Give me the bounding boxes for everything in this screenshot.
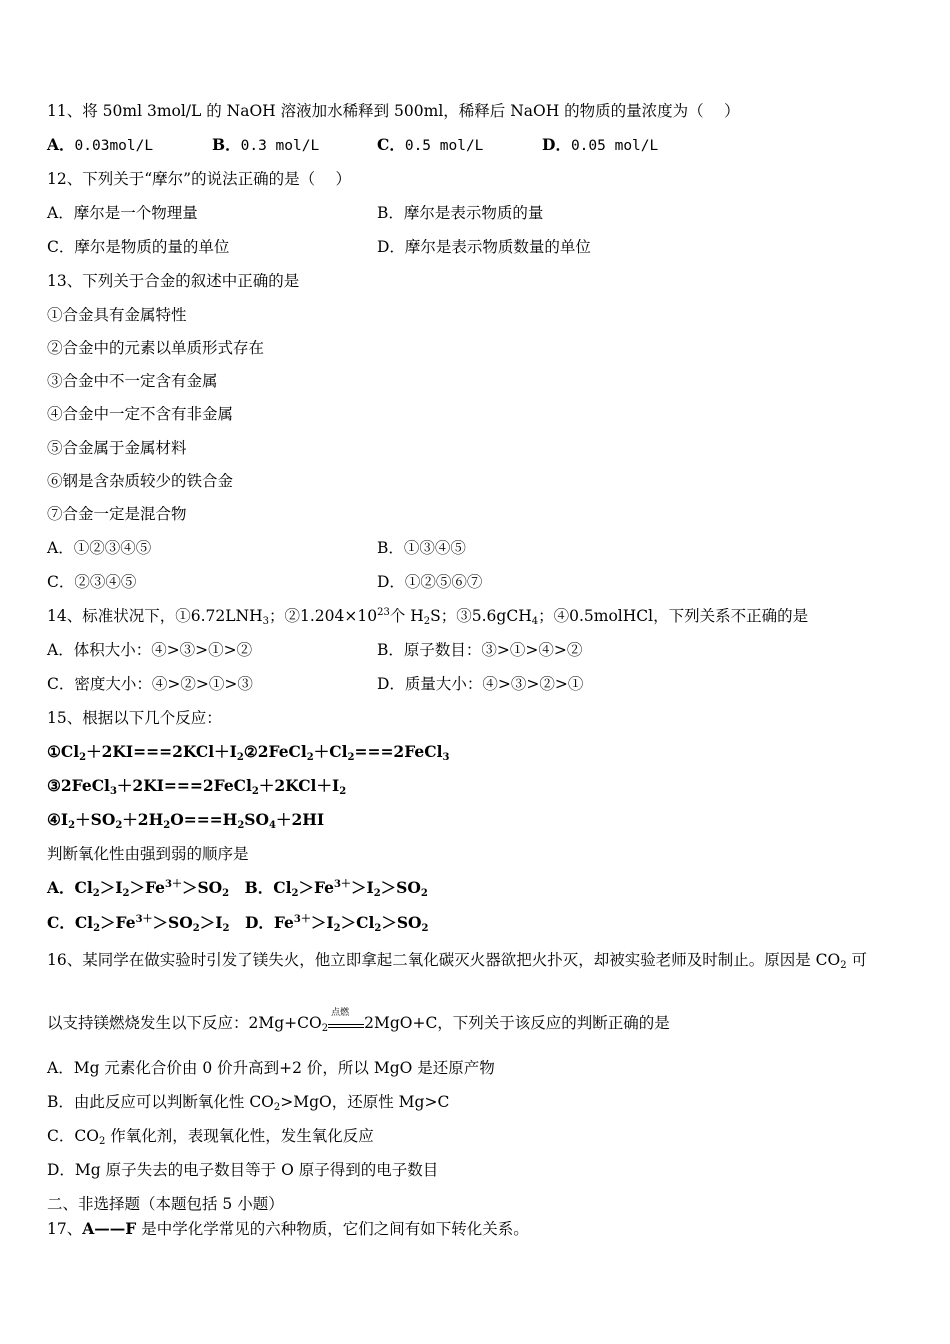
q11-option-c <box>377 135 483 156</box>
q16-option-b-part: B．由此反应可以判断氧化性 CO <box>47 1093 274 1111</box>
q16-equation-part: 2MgO+C，下列关于该反应的判断正确的是 <box>364 1014 670 1032</box>
q14-stem-part: ；②1.204×10 <box>268 607 378 625</box>
q12-stem: 12、下列关于“摩尔”的说法正确的是（ ） <box>47 170 351 188</box>
q11-stem: 11、将 50ml 3mol/L 的 NaOH 溶液加水稀释到 500ml，稀释后 NaOH 的物质的量浓度为（ ） <box>47 102 740 120</box>
q15-stem: 15、根据以下几个反应： <box>47 709 222 727</box>
q11-option-c-value: 0.5 mol/L <box>404 138 484 154</box>
q14-option-b: B．原子数目：③>①>④>② <box>377 641 583 659</box>
q12-option-a: A．摩尔是一个物理量 <box>47 204 198 222</box>
q11-option-d-value: 0.05 mol/L <box>570 138 659 154</box>
q11-option-b-label: B． <box>212 135 241 154</box>
q16-equation-sub: 2 <box>321 1023 329 1034</box>
q16-stem <box>47 950 867 970</box>
q16-option-a: A．Mg 元素化合价由 0 价升高到+2 价，所以 MgO 是还原产物 <box>47 1059 495 1077</box>
q15-options-cd: C．$Cl_2>Fe^{3+}>SO_2>I_2$ D．$Fe^{3+}>I_2>Cl_2>SO_2$ <box>47 913 429 934</box>
q13-item-1: ①合金具有金属特性 <box>47 306 187 324</box>
q13-item-7: ⑦合金一定是混合物 <box>47 505 187 523</box>
q16-equation-part: 以支持镁燃烧发生以下反应：2Mg+CO <box>47 1014 322 1032</box>
q14-stem-sup: 23 <box>377 607 390 618</box>
q16-option-b: B．由此反应可以判断氧化性 $CO_2>MgO$，还原性 Mg>C <box>47 1093 450 1113</box>
q14-stem-part: 14、标准状况下，①6.72LNH <box>47 607 263 625</box>
q14-option-d: D．质量大小：④>③>②>① <box>377 675 584 693</box>
q14-stem <box>47 606 808 626</box>
q17-number: 17、 <box>47 1220 83 1238</box>
q13-stem: 13、下列关于合金的叙述中正确的是 <box>47 272 300 290</box>
q14-stem-sub: 3 <box>262 616 269 627</box>
q13-item-5: ⑤合金属于金属材料 <box>47 439 187 457</box>
q12-option-b: B．摩尔是表示物质的量 <box>377 204 544 222</box>
q14-stem-part: S；③5.6gCH <box>430 607 532 625</box>
q16-stem-sub: 2 <box>840 960 847 971</box>
q16-option-c-part: 作氧化剂，表现氧化性，发生氧化反应 <box>105 1127 374 1145</box>
q14-stem-part: 个 H <box>389 607 424 625</box>
q11-option-a-label: A． <box>47 135 75 154</box>
q13-item-6: ⑥钢是含杂质较少的铁合金 <box>47 472 234 490</box>
reaction-condition: 点燃 <box>331 1008 350 1018</box>
q13-item-4: ④合金中一定不含有非金属 <box>47 405 234 423</box>
q13-option-c: C．②③④⑤ <box>47 573 137 591</box>
q11-option-c-label: C． <box>377 135 405 154</box>
q16-option-b-part: >MgO，还原性 Mg>C <box>280 1093 450 1111</box>
q15-reaction-3: $③2FeCl_3+2KI===2FeCl_2+2KCl+I_2$ <box>47 776 347 797</box>
section-heading: 二、非选择题（本题包括 5 小题） <box>47 1195 284 1213</box>
q11-option-d-label: D． <box>542 135 571 154</box>
q12-option-c: C．摩尔是物质的量的单位 <box>47 238 230 256</box>
q15-reaction-1-2: $①Cl_2+2KI===2KCl+I_2②2FeCl_2+Cl_2===2FeCl_3$ <box>47 742 450 763</box>
q17-stem <box>47 1219 529 1239</box>
q11-option-b <box>212 135 319 156</box>
q11-option-a-value: 0.03mol/L <box>74 138 154 154</box>
q17-text: 是中学化学常见的六种物质，它们之间有如下转化关系。 <box>136 1220 529 1238</box>
q17-range: A——F <box>82 1219 137 1238</box>
q15-reaction-4: $④I_2+SO_2+2H_2O===H_2SO_4+2HI$ <box>47 810 325 831</box>
q16-stem-part: 可 <box>846 951 868 969</box>
q14-option-c: C．密度大小：④>②>①>③ <box>47 675 253 693</box>
reaction-condition-arrow <box>328 1008 364 1032</box>
q15-options-ab: A．$Cl_2>I_2>Fe^{3+}>SO_2$ B．$Cl_2>Fe^{3+}>I_2>SO_2$ <box>47 878 428 899</box>
q11-option-a <box>47 135 153 156</box>
q14-stem-sub: 2 <box>423 616 431 627</box>
q14-stem-part: ；④0.5molHCl，下列关系不正确的是 <box>538 607 809 625</box>
q14-option-a: A．体积大小：④>③>①>② <box>47 641 253 659</box>
q16-option-c-part: C．CO <box>47 1127 99 1145</box>
q13-item-2: ②合金中的元素以单质形式存在 <box>47 339 265 357</box>
q16-stem-part: 16、某同学在做实验时引发了镁失火，他立即拿起二氧化碳灭火器欲把火扑灭，却被实验老师及时制止。原因是 CO <box>47 951 841 969</box>
q16-option-c: C．$CO_2$ 作氧化剂，表现氧化性，发生氧化反应 <box>47 1127 374 1147</box>
q11-option-d <box>542 135 658 156</box>
q11-option-b-value: 0.3 mol/L <box>240 138 320 154</box>
q15-judge: 判断氧化性由强到弱的顺序是 <box>47 845 249 863</box>
q16-equation-line <box>47 1008 670 1034</box>
q16-option-d: D．Mg 原子失去的电子数目等于 O 原子得到的电子数目 <box>47 1161 439 1179</box>
q13-option-d: D．①②⑤⑥⑦ <box>377 573 483 591</box>
q13-item-3: ③合金中不一定含有金属 <box>47 372 218 390</box>
q13-option-a: A．①②③④⑤ <box>47 539 152 557</box>
q13-option-b: B．①③④⑤ <box>377 539 466 557</box>
q14-stem-sub: 4 <box>531 616 539 627</box>
q12-option-d: D．摩尔是表示物质数量的单位 <box>377 238 591 256</box>
